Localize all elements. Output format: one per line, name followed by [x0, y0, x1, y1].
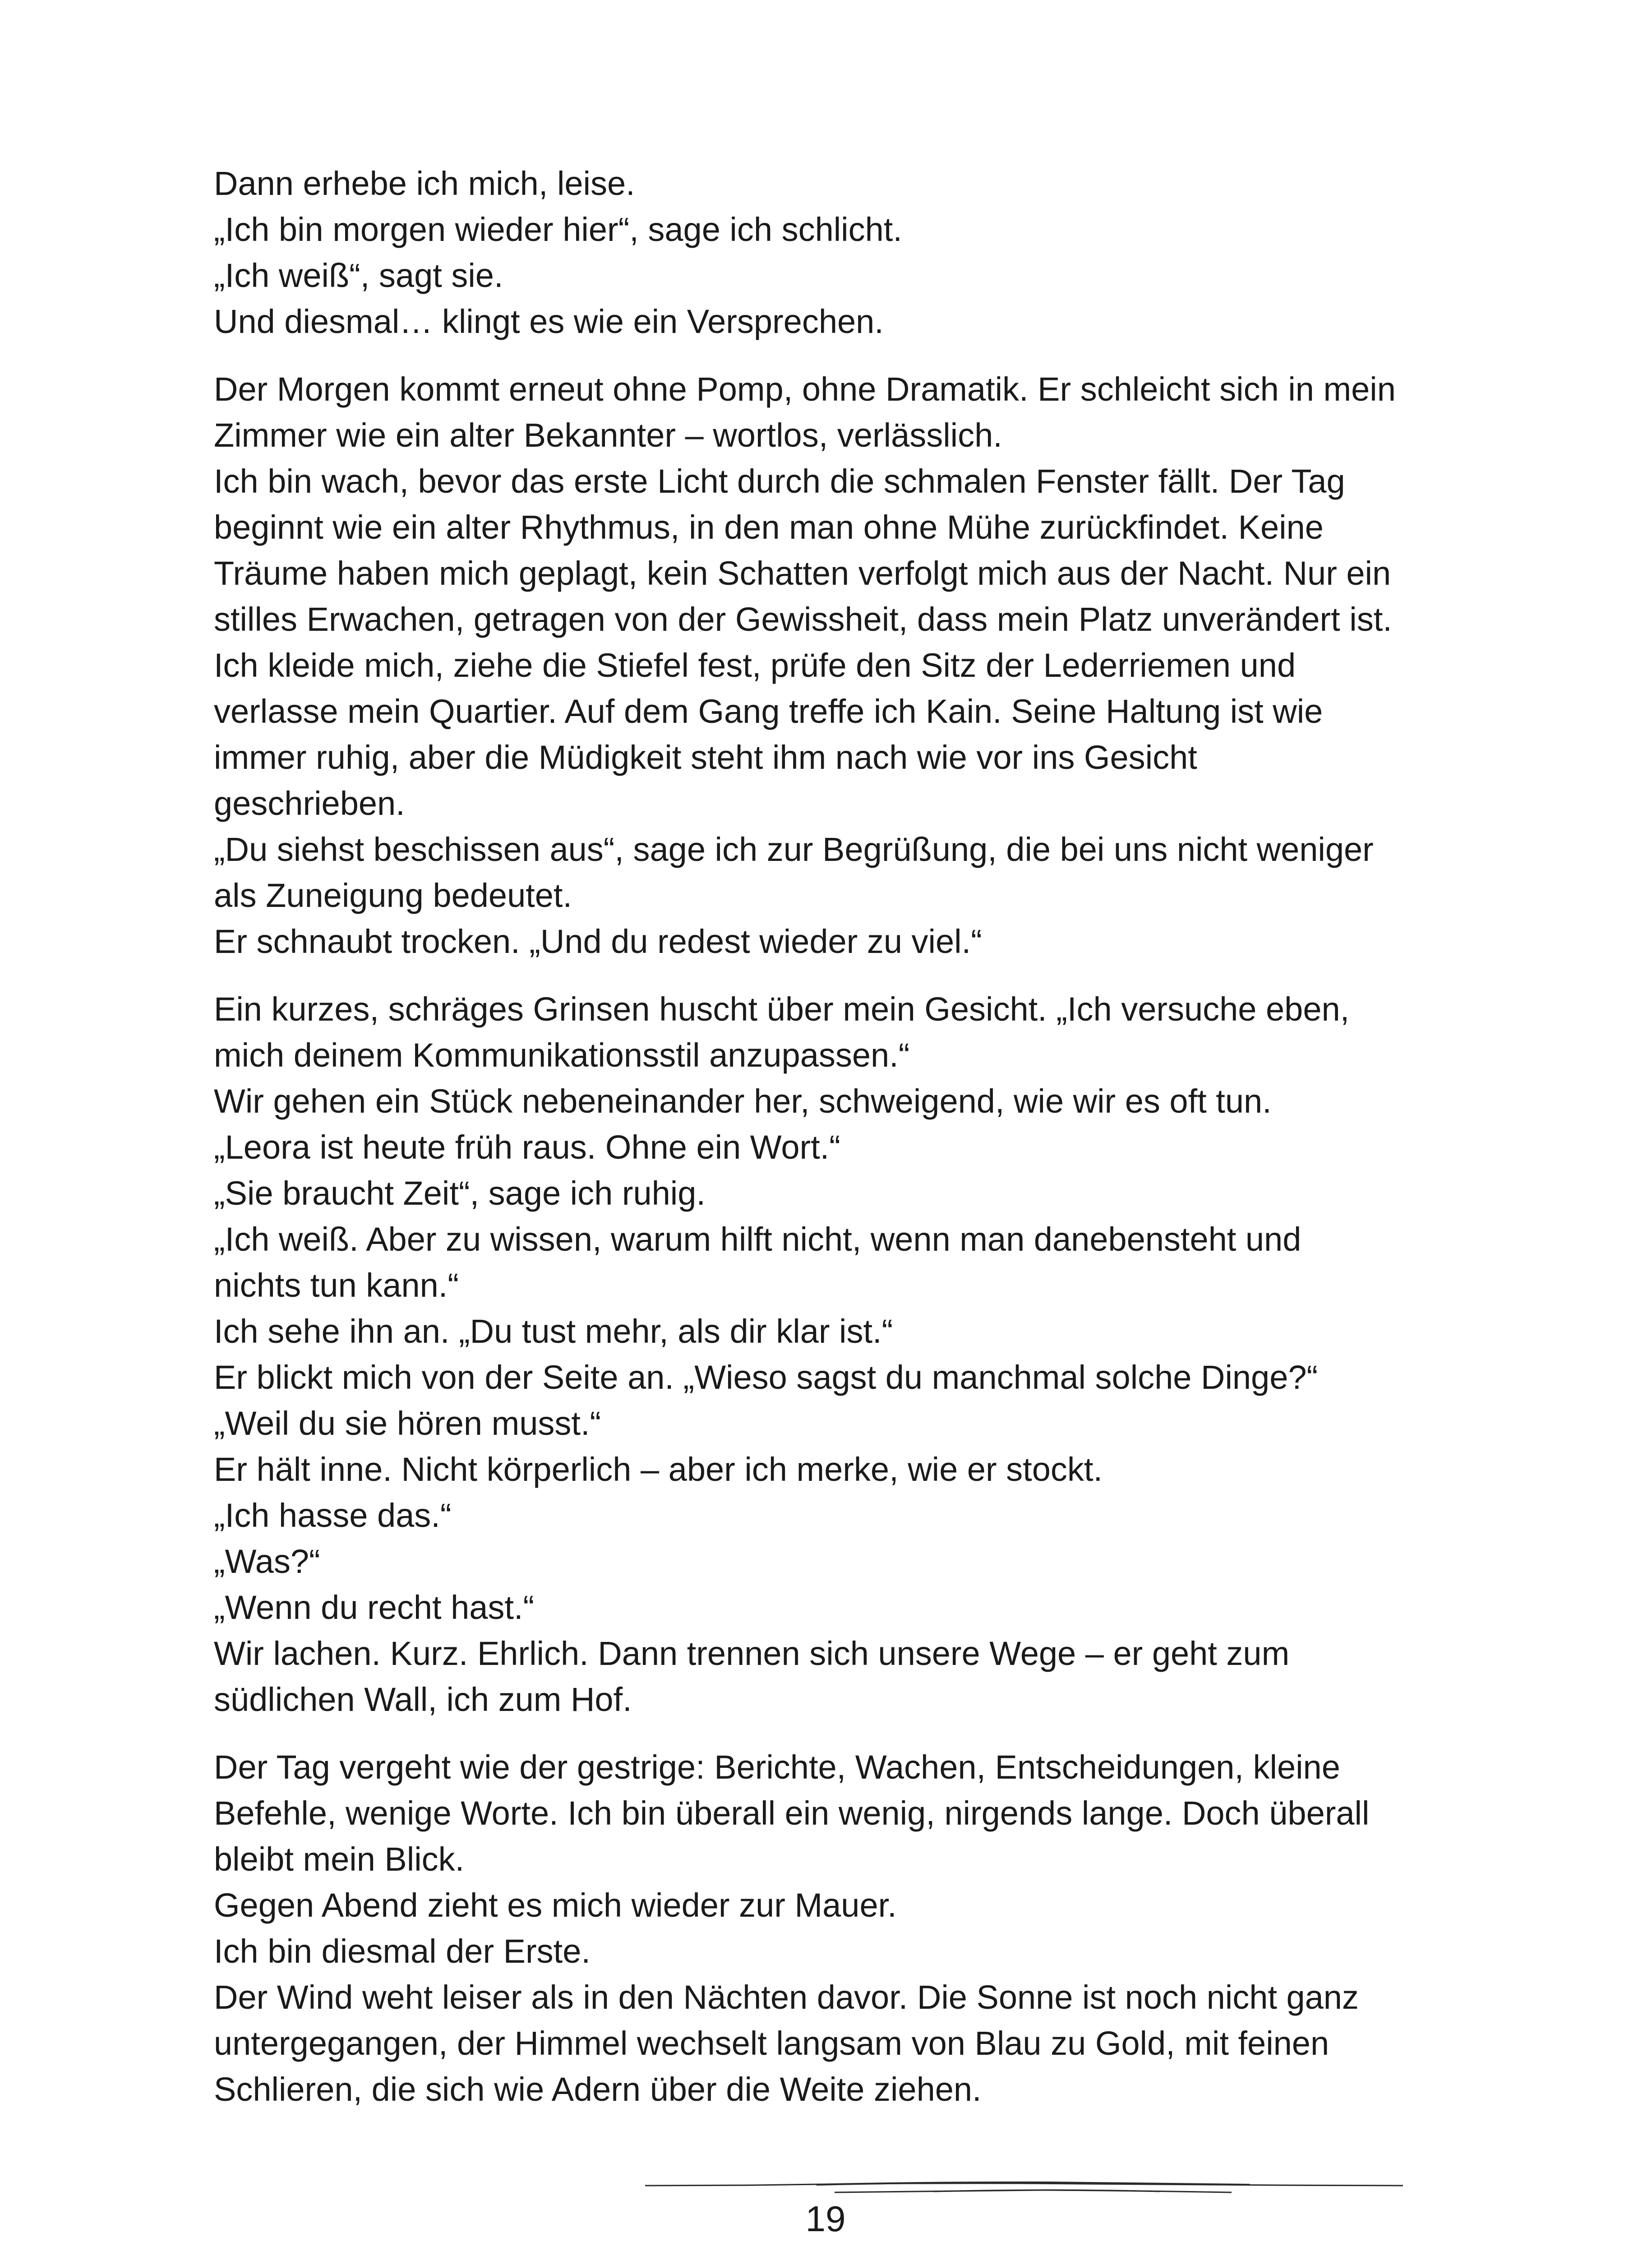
text-line: verlasse mein Quartier. Auf dem Gang treffe ich Kain. Seine Haltung ist wie: [214, 693, 1323, 730]
paragraph: [214, 986, 1459, 1723]
text-line: Und diesmal… klingt es wie ein Versprechen.: [214, 303, 884, 340]
text-line: Träume haben mich geplagt, kein Schatten verfolgt mich aus der Nacht. Nur ein: [214, 555, 1391, 592]
body-text: [214, 161, 1459, 2134]
text-line: „Was?“: [214, 1543, 320, 1580]
footer-ornamental-rule: [645, 2177, 1403, 2195]
paragraph: [214, 1744, 1459, 2113]
text-line: Schlieren, die sich wie Adern über die Weite ziehen.: [214, 2071, 982, 2108]
text-line: Gegen Abend zieht es mich wieder zur Mauer.: [214, 1886, 897, 1924]
text-line: immer ruhig, aber die Müdigkeit steht ihm nach wie vor ins Gesicht: [214, 739, 1197, 776]
text-line: stilles Erwachen, getragen von der Gewissheit, dass mein Platz unverändert ist.: [214, 601, 1392, 638]
text-line: „Ich weiß“, sagt sie.: [214, 257, 503, 294]
text-line: Wir gehen ein Stück nebeneinander her, schweigend, wie wir es oft tun.: [214, 1082, 1272, 1120]
paragraph: [214, 366, 1459, 965]
text-line: untergegangen, der Himmel wechselt langsam von Blau zu Gold, mit feinen: [214, 2025, 1329, 2062]
text-line: Wir lachen. Kurz. Ehrlich. Dann trennen sich unsere Wege – er geht zum: [214, 1635, 1290, 1672]
text-line: Ein kurzes, schräges Grinsen huscht über mein Gesicht. „Ich versuche eben,: [214, 990, 1350, 1028]
text-line: Der Tag vergeht wie der gestrige: Berichte, Wachen, Entscheidungen, kleine: [214, 1748, 1340, 1786]
text-line: „Wenn du recht hast.“: [214, 1589, 535, 1626]
text-line: bleibt mein Blick.: [214, 1840, 465, 1878]
text-line: „Weil du sie hören musst.“: [214, 1405, 601, 1442]
text-line: Ich kleide mich, ziehe die Stiefel fest, prüfe den Sitz der Lederriemen und: [214, 647, 1296, 684]
text-line: südlichen Wall, ich zum Hof.: [214, 1681, 632, 1718]
text-line: Der Wind weht leiser als in den Nächten davor. Die Sonne ist noch nicht ganz: [214, 1979, 1359, 2016]
text-line: „Du siehst beschissen aus“, sage ich zur Begrüßung, die bei uns nicht weniger: [214, 831, 1374, 868]
text-line: „Ich hasse das.“: [214, 1497, 452, 1534]
text-line: Er blickt mich von der Seite an. „Wieso sagst du manchmal solche Dinge?“: [214, 1359, 1318, 1396]
text-line: Der Morgen kommt erneut ohne Pomp, ohne Dramatik. Er schleicht sich in mein: [214, 370, 1396, 408]
text-line: mich deinem Kommunikationsstil anzupassen.“: [214, 1036, 910, 1074]
text-line: „Ich weiß. Aber zu wissen, warum hilft nicht, wenn man danebensteht und: [214, 1220, 1301, 1258]
text-line: Befehle, wenige Worte. Ich bin überall ein wenig, nirgends lange. Doch überall: [214, 1794, 1370, 1832]
text-line: „Sie braucht Zeit“, sage ich ruhig.: [214, 1174, 706, 1212]
text-line: Er hält inne. Nicht körperlich – aber ich merke, wie er stockt.: [214, 1451, 1103, 1488]
text-line: Ich sehe ihn an. „Du tust mehr, als dir klar ist.“: [214, 1313, 893, 1350]
footer-rule-upper-stroke: [645, 2183, 1403, 2186]
text-line: geschrieben.: [214, 785, 405, 822]
text-line: „Leora ist heute früh raus. Ohne ein Wort.“: [214, 1128, 840, 1166]
text-line: als Zuneigung bedeutet.: [214, 877, 572, 914]
text-line: Ich bin wach, bevor das erste Licht durch die schmalen Fenster fällt. Der Tag: [214, 462, 1345, 500]
paragraph: [214, 161, 1459, 345]
text-line: Er schnaubt trocken. „Und du redest wieder zu viel.“: [214, 923, 982, 960]
text-line: nichts tun kann.“: [214, 1267, 459, 1304]
text-line: beginnt wie ein alter Rhythmus, in den man ohne Mühe zurückfindet. Keine: [214, 509, 1324, 546]
text-line: „Ich bin morgen wieder hier“, sage ich schlicht.: [214, 211, 902, 248]
text-line: Dann erhebe ich mich, leise.: [214, 165, 635, 202]
text-line: Ich bin diesmal der Erste.: [214, 1932, 591, 1970]
text-line: Zimmer wie ein alter Bekannter – wortlos, verlässlich.: [214, 416, 1002, 454]
page-number: 19: [805, 2199, 846, 2239]
